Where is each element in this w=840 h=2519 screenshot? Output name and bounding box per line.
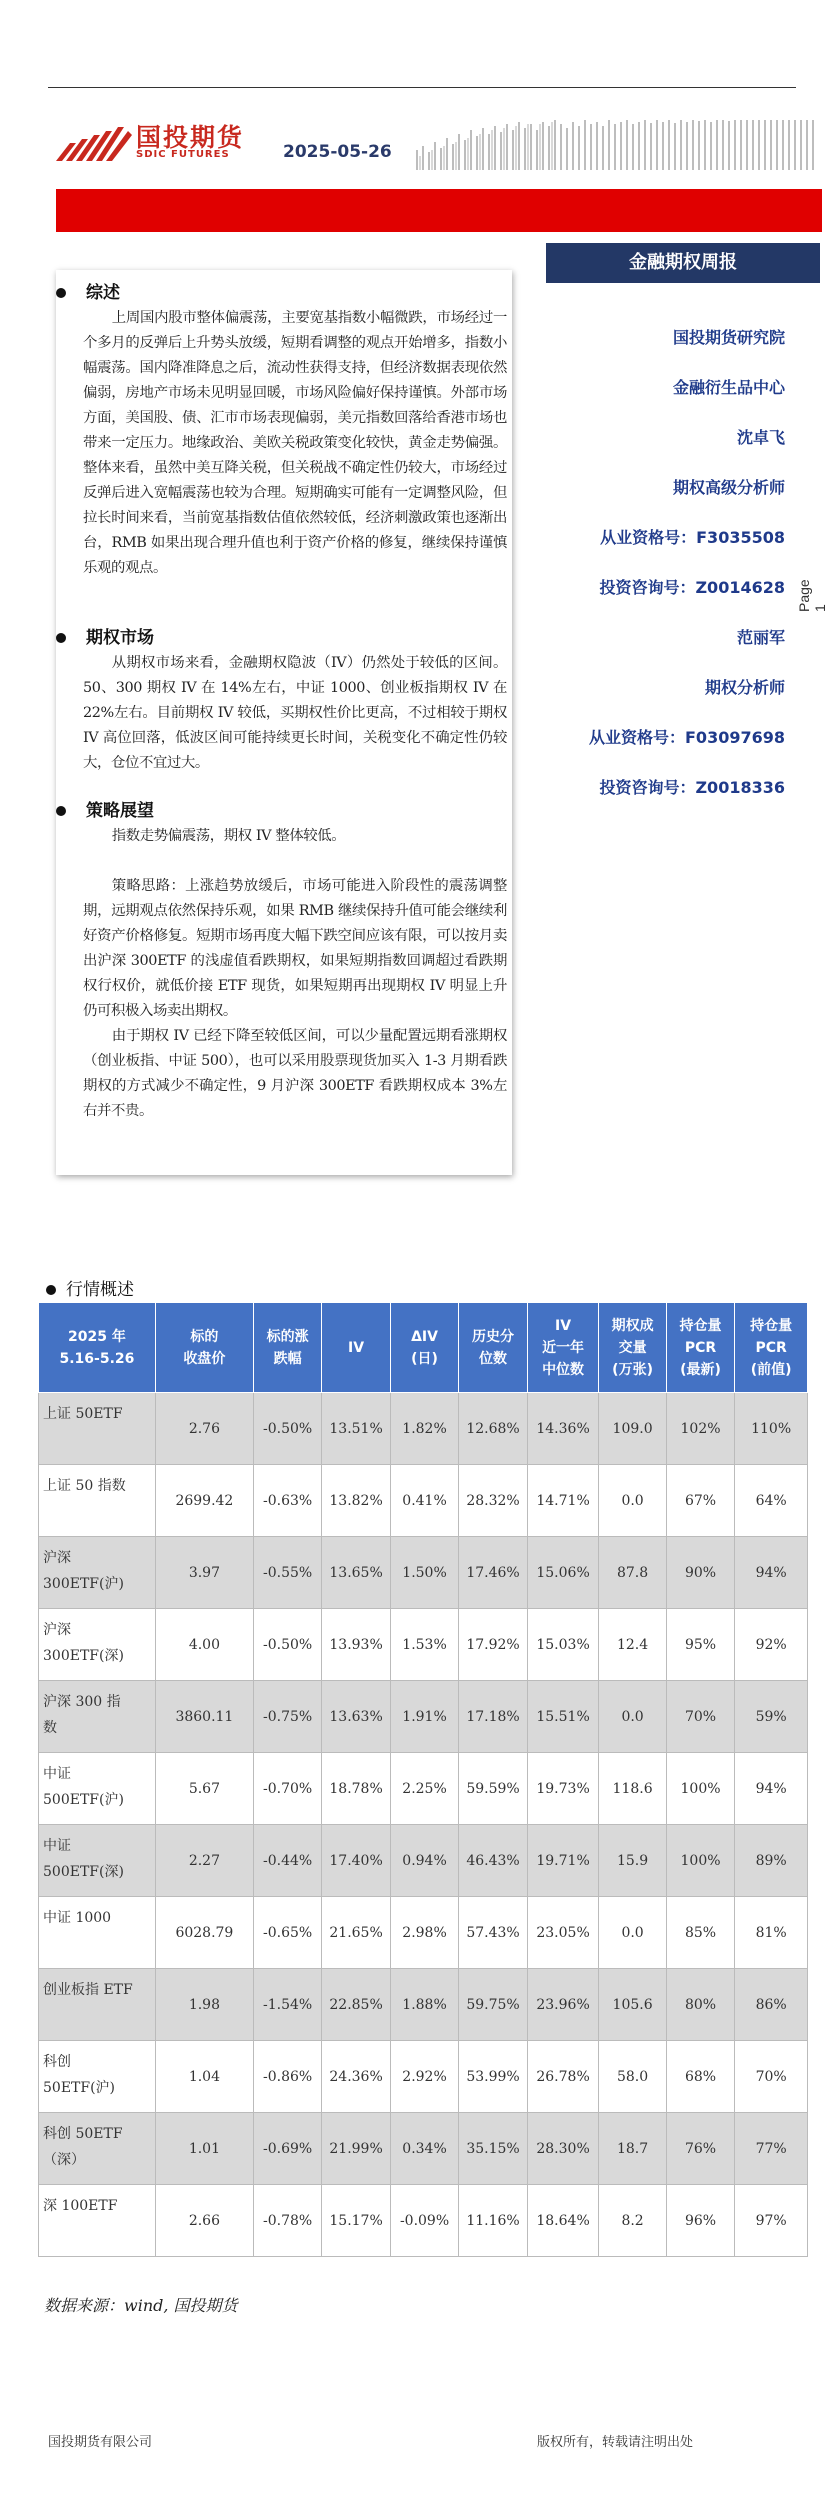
table-cell: 6028.79	[155, 1897, 253, 1969]
table-cell: 17.18%	[459, 1681, 527, 1753]
table-row	[39, 1825, 808, 1897]
strategy-section	[56, 798, 512, 1124]
table-cell: 2.98%	[390, 1897, 458, 1969]
table-cell: 2.92%	[390, 2041, 458, 2113]
table-row	[39, 1609, 808, 1681]
table-cell: 102%	[666, 1393, 734, 1465]
table-cell: -0.50%	[253, 1609, 321, 1681]
table-row	[39, 1393, 808, 1465]
logo-en-text: SDIC FUTURES	[136, 149, 230, 160]
table-cell: 18.78%	[322, 1753, 390, 1825]
table-cell: 21.65%	[322, 1897, 390, 1969]
table-cell: 23.96%	[527, 1969, 599, 2041]
table-cell: -0.55%	[253, 1537, 321, 1609]
table-cell: 0.94%	[390, 1825, 458, 1897]
sidebar-org: 国投期货研究院	[672, 328, 785, 347]
table-cell: 77%	[735, 2113, 808, 2185]
table-cell: 8.2	[599, 2185, 666, 2257]
row-label-cell: 沪深 300ETF(深)	[39, 1609, 156, 1681]
table-cell: 86%	[735, 1969, 808, 2041]
table-cell: 3860.11	[155, 1681, 253, 1753]
table-cell: 13.51%	[322, 1393, 390, 1465]
header-red-band	[56, 189, 822, 232]
table-cell: 53.99%	[459, 2041, 527, 2113]
table-cell: 0.0	[599, 1465, 666, 1537]
table-row	[39, 1465, 808, 1537]
table-cell: 2.25%	[390, 1753, 458, 1825]
row-label-cell: 沪深 300ETF(沪)	[39, 1537, 156, 1609]
summary-section	[56, 280, 512, 581]
table-cell: 110%	[735, 1393, 808, 1465]
table-row	[39, 2041, 808, 2113]
row-label-cell: 科创 50ETF （深）	[39, 2113, 156, 2185]
table-cell: 19.73%	[527, 1753, 599, 1825]
table-cell: -0.86%	[253, 2041, 321, 2113]
sidebar-analyst-2-license: 从业资格号：F03097698	[589, 728, 785, 747]
table-cell: 22.85%	[322, 1969, 390, 2041]
table-cell: 59%	[735, 1681, 808, 1753]
strategy-paragraph-2: 策略思路：上涨趋势放缓后，市场可能进入阶段性的震荡调整期，远期观点依然保持乐观，如果 RMB 继续保持升值可能会继续利好资产价格修复。短期市场再度大幅下跌空间应该有限，可以按月卖出沪深 300ETF 的浅虚值看跌期权，如果短期指数回调超过看跌期权行权价，就低价接 ETF 现货，如果短期再出现期权 IV 明显上升仍可积极入场卖出期权。	[83, 878, 507, 1019]
top-rule	[48, 87, 796, 88]
row-label-cell: 深 100ETF	[39, 2185, 156, 2257]
table-cell: 46.43%	[459, 1825, 527, 1897]
table-cell: -0.50%	[253, 1393, 321, 1465]
overview-heading: 行情概述	[36, 1278, 808, 1302]
table-cell: 13.82%	[322, 1465, 390, 1537]
logo-cn-text: 国投期货	[136, 123, 245, 152]
table-cell: 1.50%	[390, 1537, 458, 1609]
table-row	[39, 1969, 808, 2041]
table-cell: 15.06%	[527, 1537, 599, 1609]
row-label-cell: 中证 1000	[39, 1897, 156, 1969]
table-cell: 92%	[735, 1609, 808, 1681]
table-row	[39, 1897, 808, 1969]
table-cell: 0.0	[599, 1681, 666, 1753]
table-cell: 21.99%	[322, 2113, 390, 2185]
table-header-cell: 期权成 交量 (万张)	[599, 1303, 666, 1393]
table-row	[39, 1537, 808, 1609]
table-cell: 19.71%	[527, 1825, 599, 1897]
table-cell: -1.54%	[253, 1969, 321, 2041]
table-cell: 1.04	[155, 2041, 253, 2113]
table-cell: 96%	[666, 2185, 734, 2257]
table-cell: -0.63%	[253, 1465, 321, 1537]
strategy-paragraph-3: 由于期权 IV 已经下降至较低区间，可以少量配置远期看涨期权（创业板指、中证 500），也可以采用股票现货加买入 1-3 月期看跌期权的方式减少不确定性，9 月沪深 300ETF 看跌期权成本 3%左右并不贵。	[83, 1028, 507, 1119]
table-cell: 1.53%	[390, 1609, 458, 1681]
row-label-cell: 上证 50ETF	[39, 1393, 156, 1465]
row-label-cell: 上证 50 指数	[39, 1465, 156, 1537]
table-cell: 90%	[666, 1537, 734, 1609]
table-cell: 81%	[735, 1897, 808, 1969]
bullet-icon	[56, 633, 66, 643]
table-cell: 3.97	[155, 1537, 253, 1609]
table-cell: 59.75%	[459, 1969, 527, 2041]
options-market-paragraph: 从期权市场来看，金融期权隐波（IV）仍然处于较低的区间。 50、300 期权 IV 在 14%左右，中证 1000、创业板指期权 IV 在 22%左右。目前期权 IV 较低，买期权性价比更高，不过相较于期权 IV 高位回落，低波区间可能持续更长时间，关税变化不确定性仍较大，仓位不宜过大。	[83, 655, 507, 771]
table-header-cell: 历史分 位数	[459, 1303, 527, 1393]
table-header-cell: 持仓量 PCR (前值)	[735, 1303, 808, 1393]
table-cell: 4.00	[155, 1609, 253, 1681]
table-header-cell: 标的涨 跌幅	[253, 1303, 321, 1393]
table-cell: 2.66	[155, 2185, 253, 2257]
options-market-section	[56, 625, 512, 776]
bullet-icon	[46, 1285, 56, 1295]
strategy-heading: 策略展望	[56, 798, 512, 824]
table-cell: 68%	[666, 2041, 734, 2113]
table-cell: 100%	[666, 1825, 734, 1897]
table-row	[39, 2185, 808, 2257]
table-cell: 95%	[666, 1609, 734, 1681]
company-logo	[56, 118, 256, 168]
table-cell: 24.36%	[322, 2041, 390, 2113]
table-cell: 2.76	[155, 1393, 253, 1465]
table-cell: 13.93%	[322, 1609, 390, 1681]
table-row	[39, 1681, 808, 1753]
table-cell: 100%	[666, 1753, 734, 1825]
table-cell: 26.78%	[527, 2041, 599, 2113]
table-cell: 58.0	[599, 2041, 666, 2113]
bullet-icon	[56, 288, 66, 298]
table-cell: 11.16%	[459, 2185, 527, 2257]
table-cell: 14.71%	[527, 1465, 599, 1537]
table-header-cell: 2025 年 5.16-5.26	[39, 1303, 156, 1393]
table-cell: 109.0	[599, 1393, 666, 1465]
table-cell: -0.44%	[253, 1825, 321, 1897]
logo-mark-icon	[56, 121, 132, 161]
table-cell: 13.65%	[322, 1537, 390, 1609]
table-header-row	[39, 1303, 808, 1393]
sidebar-analyst-1-license: 从业资格号：F3035508	[600, 528, 785, 547]
table-cell: 15.03%	[527, 1609, 599, 1681]
report-date: 2025-05-26	[283, 142, 392, 162]
table-cell: 70%	[735, 2041, 808, 2113]
table-header-cell: ΔIV (日)	[390, 1303, 458, 1393]
sidebar-analyst-1-consult: 投资咨询号：Z0014628	[599, 578, 785, 597]
row-label-cell: 中证 500ETF(深)	[39, 1825, 156, 1897]
table-row	[39, 2113, 808, 2185]
table-body	[39, 1393, 808, 2257]
row-label-cell: 沪深 300 指 数	[39, 1681, 156, 1753]
table-cell: 85%	[666, 1897, 734, 1969]
row-label-cell: 中证 500ETF(沪)	[39, 1753, 156, 1825]
table-cell: 0.0	[599, 1897, 666, 1969]
table-cell: -0.09%	[390, 2185, 458, 2257]
table-cell: 15.17%	[322, 2185, 390, 2257]
table-cell: 23.05%	[527, 1897, 599, 1969]
page-number: Page 1	[796, 579, 828, 612]
table-cell: 1.98	[155, 1969, 253, 2041]
footer-copyright: 版权所有，转载请注明出处	[537, 2435, 694, 2450]
row-label-cell: 科创 50ETF(沪)	[39, 2041, 156, 2113]
table-header-cell: 标的 收盘价	[155, 1303, 253, 1393]
table-header-cell: 持仓量 PCR (最新)	[666, 1303, 734, 1393]
table-cell: 80%	[666, 1969, 734, 2041]
table-cell: 94%	[735, 1753, 808, 1825]
table-cell: 1.82%	[390, 1393, 458, 1465]
table-cell: 35.15%	[459, 2113, 527, 2185]
footer-company: 国投期货有限公司	[48, 2435, 153, 2450]
table-cell: 12.4	[599, 1609, 666, 1681]
table-cell: 67%	[666, 1465, 734, 1537]
sidebar-analyst-2-name: 范丽军	[736, 628, 785, 647]
table-cell: 76%	[666, 2113, 734, 2185]
table-cell: 17.40%	[322, 1825, 390, 1897]
table-row	[39, 1753, 808, 1825]
overview-section	[36, 1278, 808, 1302]
table-cell: 28.30%	[527, 2113, 599, 2185]
table-cell: 13.63%	[322, 1681, 390, 1753]
table-cell: -0.78%	[253, 2185, 321, 2257]
sidebar-analyst-1-title: 期权高级分析师	[672, 478, 785, 497]
row-label-cell: 创业板指 ETF	[39, 1969, 156, 2041]
table-cell: 89%	[735, 1825, 808, 1897]
table-cell: -0.65%	[253, 1897, 321, 1969]
sidebar-analyst-2-consult: 投资咨询号：Z0018336	[599, 778, 785, 797]
options-market-heading: 期权市场	[56, 625, 512, 651]
table-cell: 5.67	[155, 1753, 253, 1825]
report-title-badge: 金融期权周报	[546, 243, 820, 283]
table-cell: 118.6	[599, 1753, 666, 1825]
table-cell: 59.59%	[459, 1753, 527, 1825]
bullet-icon	[56, 806, 66, 816]
table-cell: 0.41%	[390, 1465, 458, 1537]
table-cell: 18.64%	[527, 2185, 599, 2257]
table-cell: -0.75%	[253, 1681, 321, 1753]
table-cell: 17.92%	[459, 1609, 527, 1681]
table-cell: 12.68%	[459, 1393, 527, 1465]
table-cell: 14.36%	[527, 1393, 599, 1465]
table-cell: 1.88%	[390, 1969, 458, 2041]
table-cell: 1.91%	[390, 1681, 458, 1753]
market-overview-table	[38, 1302, 808, 2257]
sidebar-analyst-2-title: 期权分析师	[704, 678, 785, 697]
table-cell: 64%	[735, 1465, 808, 1537]
table-cell: 94%	[735, 1537, 808, 1609]
table-cell: 15.9	[599, 1825, 666, 1897]
table-header-cell: IV 近一年 中位数	[527, 1303, 599, 1393]
summary-paragraph: 上周国内股市整体偏震荡，主要宽基指数小幅微跌，市场经过一个多月的反弹后上升势头放缓，短期看调整的观点开始增多，指数小幅震荡。国内降准降息之后，流动性获得支持，但经济数据表现依然偏弱，房地产市场未见明显回暖，市场风险偏好保持谨慎。外部市场方面，美国股、债、汇市市场表现偏弱，美元指数回落给香港市场也带来一定压力。地缘政治、美欧关税政策变化较快，黄金走势偏强。整体来看，虽然中美互降关税，但关税战不确定性仍较大，市场经过反弹后进入宽幅震荡也较为合理。短期确实可能有一定调整风险，但拉长时间来看，当前宽基指数估值依然较低，经济刺激政策也逐渐出台，RMB 如果出现合理升值也利于资产价格的修复，继续保持谨慎乐观的观点。	[83, 310, 507, 576]
strategy-paragraph-1: 指数走势偏震荡，期权 IV 整体较低。	[111, 828, 346, 844]
table-cell: -0.69%	[253, 2113, 321, 2185]
table-cell: 15.51%	[527, 1681, 599, 1753]
table-cell: 18.7	[599, 2113, 666, 2185]
header-bar-pattern	[416, 120, 816, 170]
data-source-note: 数据来源：wind, 国投期货	[44, 2296, 238, 2315]
table-cell: 57.43%	[459, 1897, 527, 1969]
table-cell: 0.34%	[390, 2113, 458, 2185]
table-cell: -0.70%	[253, 1753, 321, 1825]
table-cell: 2699.42	[155, 1465, 253, 1537]
table-cell: 17.46%	[459, 1537, 527, 1609]
table-cell: 87.8	[599, 1537, 666, 1609]
table-cell: 28.32%	[459, 1465, 527, 1537]
table-cell: 105.6	[599, 1969, 666, 2041]
sidebar-analyst-1-name: 沈卓飞	[736, 428, 785, 447]
table-cell: 1.01	[155, 2113, 253, 2185]
sidebar-dept: 金融衍生品中心	[672, 378, 785, 397]
table-cell: 2.27	[155, 1825, 253, 1897]
table-cell: 97%	[735, 2185, 808, 2257]
main-content-panel	[56, 270, 512, 1175]
table-header-cell: IV	[322, 1303, 390, 1393]
table-cell: 70%	[666, 1681, 734, 1753]
summary-heading: 综述	[56, 280, 512, 306]
